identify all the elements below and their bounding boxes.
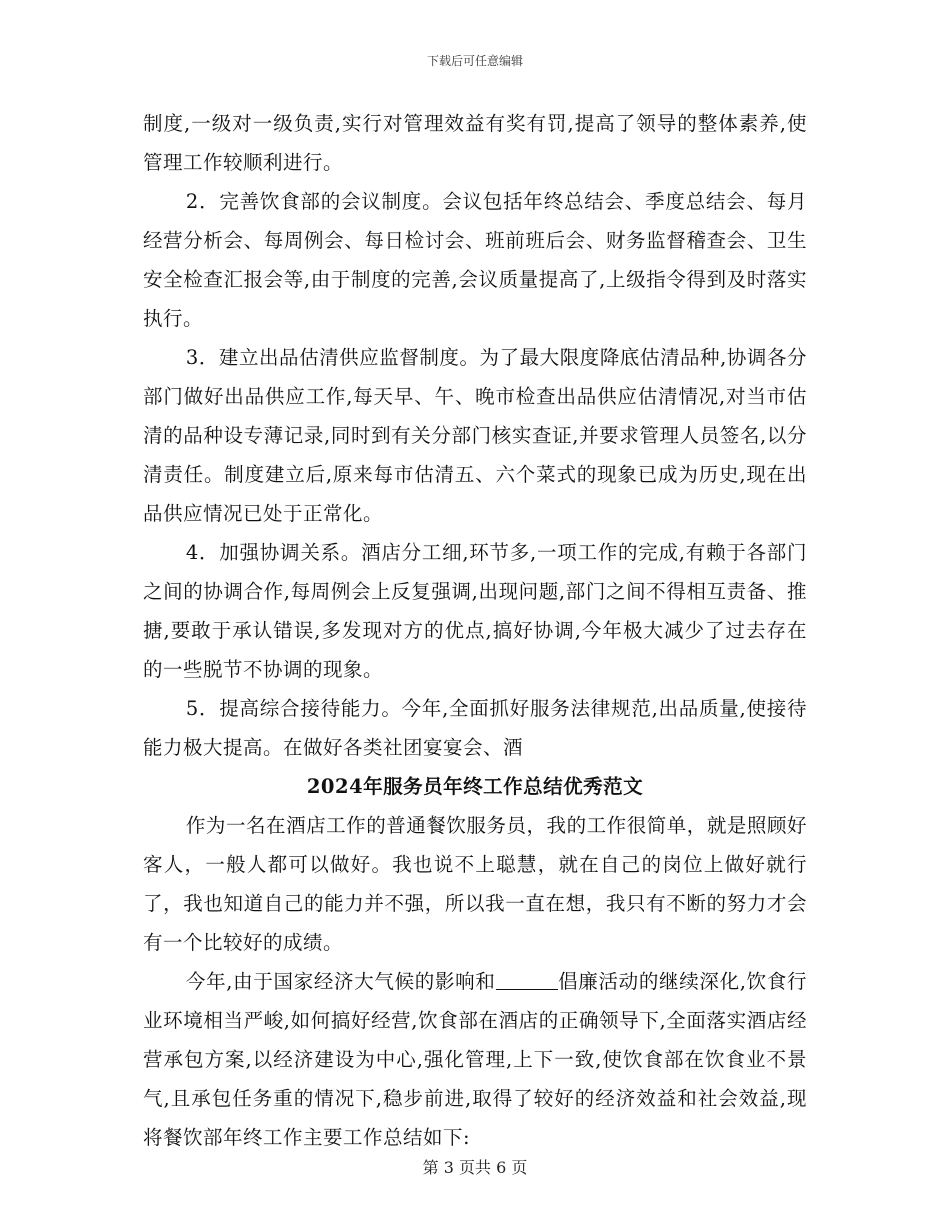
page-footer: 第 3 页共 6 页 [422,1158,528,1177]
paragraph-item-5: 5．提高综合接待能力。今年,全面抓好服务法律规范,出品质量,使接待能力极大提高。在做好各类社团宴宴会、酒 [143,697,807,759]
paragraph-item-4: 4．加强协调关系。酒店分工细,环节多,一项工作的完成,有赖于各部门之间的协调合作,每周例会上反复强调,出现问题,部门之间不得相互责备、推搪,要敢于承认错误,多发现对方的优点,搞好协调,今年极大减少了过去存在的一些脱节不协调的现象。 [143,541,807,681]
paragraph-item-2: 2．完善饮食部的会议制度。会议包括年终总结会、季度总结会、每月经营分析会、每周例会、每日检讨会、班前班后会、财务监督稽查会、卫生安全检查汇报会等,由于制度的完善,会议质量提高了,上级指令得到及时落实执行。 [143,190,807,330]
paragraph-intro: 作为一名在酒店工作的普通餐饮服务员，我的工作很简单，就是照顾好客人，一般人都可以做好。我也说不上聪慧，就在自己的岗位上做好就行了，我也知道自己的能力并不强，所以我一直在想，我只有不断的努力才会有一个比较好的成绩。 [143,814,807,954]
document-body [143,104,807,1157]
page-header: 下载后可任意编辑 [426,54,523,68]
paragraph-summary [143,962,807,1157]
document-title: 2024年服务员年终工作总结优秀范文 [306,775,644,798]
paragraph-item-3: 3．建立出品估清供应监督制度。为了最大限度降底估清品种,协调各分部门做好出品供应工作,每天早、午、晚市检查出品供应估清情况,对当市估清的品种设专薄记录,同时到有关分部门核实查证,并要求管理人员签名,以分清责任。制度建立后,原来每市估清五、六个菜式的现象已成为历史,现在出品供应情况已处于正常化。 [143,346,807,525]
blank-underline [496,970,558,991]
summary-text-start: 今年,由于国家经济大气候的影响和 [185,970,496,993]
paragraph-continued: 制度,一级对一级负责,实行对管理效益有奖有罚,提高了领导的整体素养,使管理工作较顺利进行。 [143,112,807,174]
summary-text-end: 倡廉活动的继续深化,饮食行业环境相当严峻,如何搞好经营,饮食部在酒店的正确领导下,全面落实酒店经营承包方案,以经济建设为中心,强化管理,上下一致,使饮食部在饮食业不景气,且承包任务重的情况下,稳步前进,取得了较好的经济效益和社会效益,现将餐饮部年终工作主要工作总结如下: [143,970,808,1149]
